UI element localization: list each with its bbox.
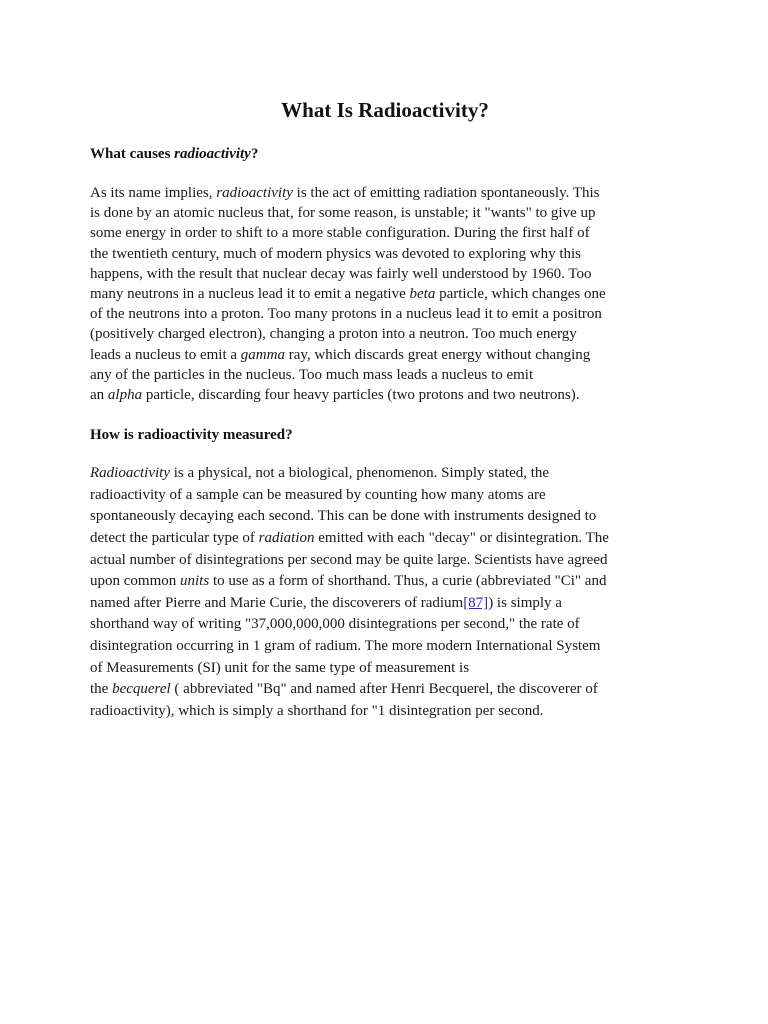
text-line: happens, with the result that nuclear decay was fairly well understood by 1960. Too	[90, 265, 592, 282]
text-line: the twentieth century, much of modern physics was devoted to exploring why this	[90, 245, 582, 262]
paragraph-measured	[90, 463, 680, 722]
text-line: shorthand way of writing "37,000,000,000 disintegrations per second," the rate of	[90, 616, 580, 633]
text-line: detect the particular type of radiation emitted with each "decay" or disintegration. The	[90, 530, 609, 547]
text-line: named after Pierre and Marie Curie, the discoverers of radium[87]) is simply a	[90, 594, 562, 611]
text-line: upon common units to use as a form of shorthand. Thus, a curie (abbreviated "Ci" and	[90, 573, 607, 590]
text-line: some energy in order to shift to a more stable configuration. During the first half of	[90, 225, 590, 242]
text-line: disintegration occurring in 1 gram of radium. The more modern International System	[90, 637, 601, 654]
text-line: is done by an atomic nucleus that, for some reason, is unstable; it "wants" to give up	[90, 205, 596, 222]
text-line: (positively charged electron), changing a proton into a neutron. Too much energy	[90, 326, 577, 343]
page-title: What Is Radioactivity?	[281, 98, 489, 122]
text-line: leads a nucleus to emit a gamma ray, which discards great energy without changing	[90, 346, 591, 363]
text-line: radioactivity), which is simply a shorthand for "1 disintegration per second.	[90, 702, 544, 719]
text-line: any of the particles in the nucleus. Too much mass leads a nucleus to emit	[90, 366, 534, 383]
text-line: radioactivity of a sample can be measured by counting how many atoms are	[90, 486, 546, 503]
document-page	[90, 90, 680, 722]
section-heading-causes: What causes radioactivity?	[90, 146, 259, 162]
paragraph-causes	[90, 183, 680, 405]
text-line: many neutrons in a nucleus lead it to emit a negative beta particle, which changes one	[90, 286, 606, 303]
text-line: actual number of disintegrations per second may be quite large. Scientists have agreed	[90, 551, 608, 568]
text-line: of Measurements (SI) unit for the same type of measurement is	[90, 659, 470, 676]
text-line: Radioactivity is a physical, not a biological, phenomenon. Simply stated, the	[90, 465, 550, 482]
text-line: the becquerel ( abbreviated "Bq" and named after Henri Becquerel, the discoverer of	[90, 681, 598, 698]
section-heading-measured: How is radioactivity measured?	[90, 427, 293, 444]
text-line: of the neutrons into a proton. Too many protons in a nucleus lead it to emit a positron	[90, 306, 602, 323]
footnote-link-87[interactable]: [87]	[463, 594, 489, 611]
text-line: spontaneously decaying each second. This can be done with instruments designed to	[90, 508, 597, 525]
text-line: As its name implies, radioactivity is the act of emitting radiation spontaneously. This	[90, 185, 600, 201]
text-line: an alpha particle, discarding four heavy particles (two protons and two neutrons).	[90, 387, 580, 404]
